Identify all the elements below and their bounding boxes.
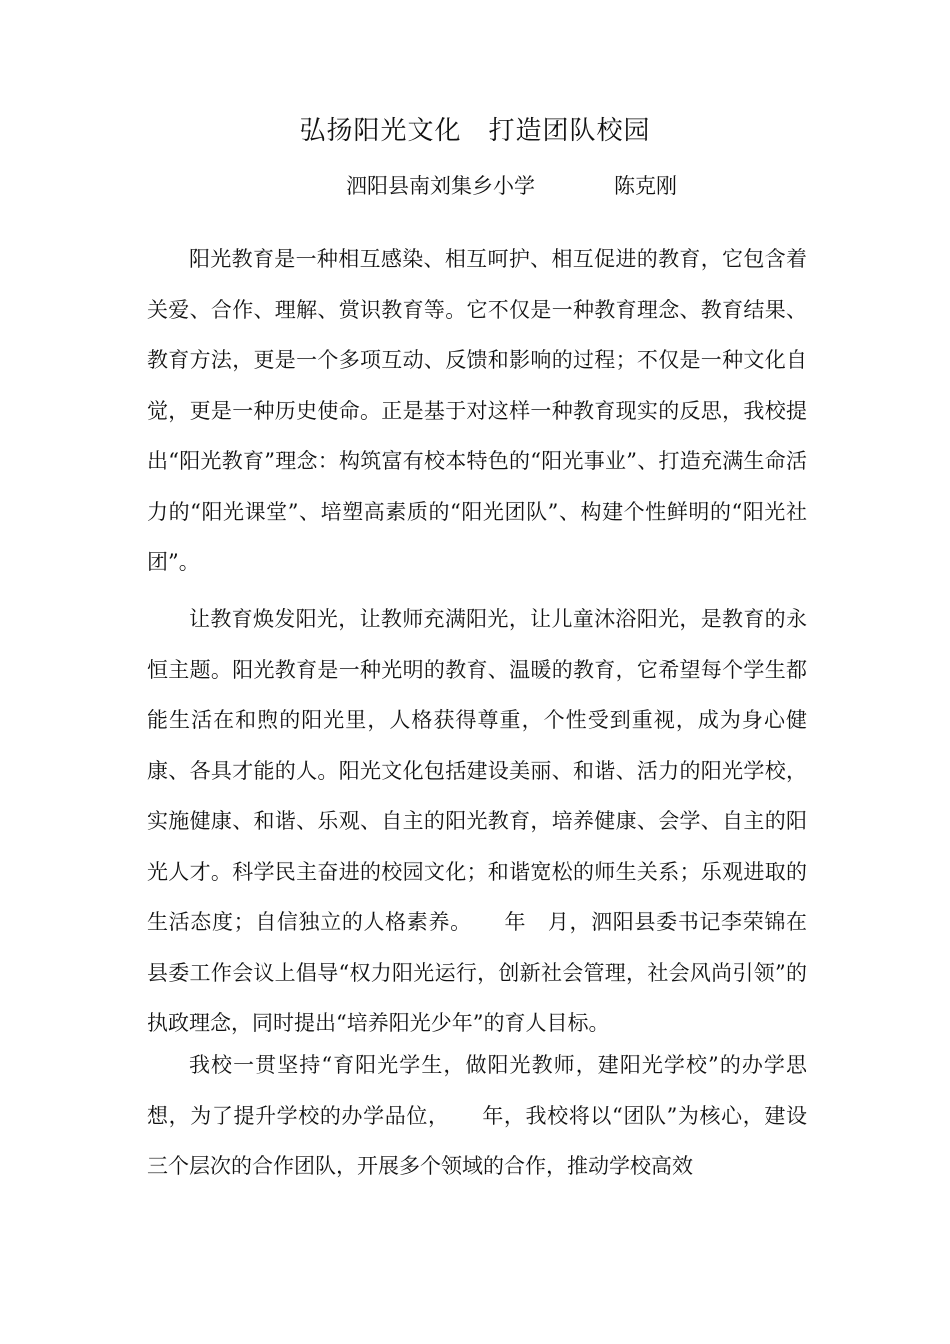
paragraph-1: 阳光教育是一种相互感染、相互呵护、相互促进的教育，它包含着关爱、合作、理解、赏识教育等。它不仅是一种教育理念、教育结果、教育方法，更是一个多项互动、反馈和影响的过程；不仅是一种文化自觉，更是一种历史使命。正是基于对这样一种教育现实的反思，我校提出“阳光教育”理念：构筑富有校本特色的“阳光事业”、打造充满生命活力的“阳光课堂”、培塑高素质的“阳光团队”、构建个性鲜明的“阳光社团”。 (147, 247, 807, 574)
paragraph-3: 我校一贯坚持“育阳光学生，做阳光教师，建阳光学校”的办学思想，为了提升学校的办学品位， 年，我校将以“团队”为核心，建设三个层次的合作团队，开展多个领域的合作，推动学校高效 (147, 1053, 807, 1178)
document-title: 弘扬阳光文化 打造团队校园 (299, 116, 651, 146)
author-school: 泗阳县南刘集乡小学 (346, 174, 535, 198)
byline (0, 170, 950, 200)
paragraph-2: 让教育焕发阳光，让教师充满阳光，让儿童沐浴阳光，是教育的永恒主题。阳光教育是一种光明的教育、温暖的教育，它希望每个学生都能生活在和煦的阳光里，人格获得尊重，个性受到重视，成为身心健康、各具才能的人。阳光文化包括建设美丽、和谐、活力的阳光学校，实施健康、和谐、乐观、自主的阳光教育，培养健康、会学、自主的阳光人才。科学民主奋进的校园文化；和谐宽松的师生关系；乐观进取的生活态度；自信独立的人格素养。 年 月，泗阳县委书记李荣锦在县委工作会议上倡导“权力阳光运行，创新社会管理，社会风尚引领”的执政理念，同时提出“培养阳光少年”的育人目标。 (147, 607, 807, 1035)
author-name: 陈克刚 (614, 174, 677, 198)
